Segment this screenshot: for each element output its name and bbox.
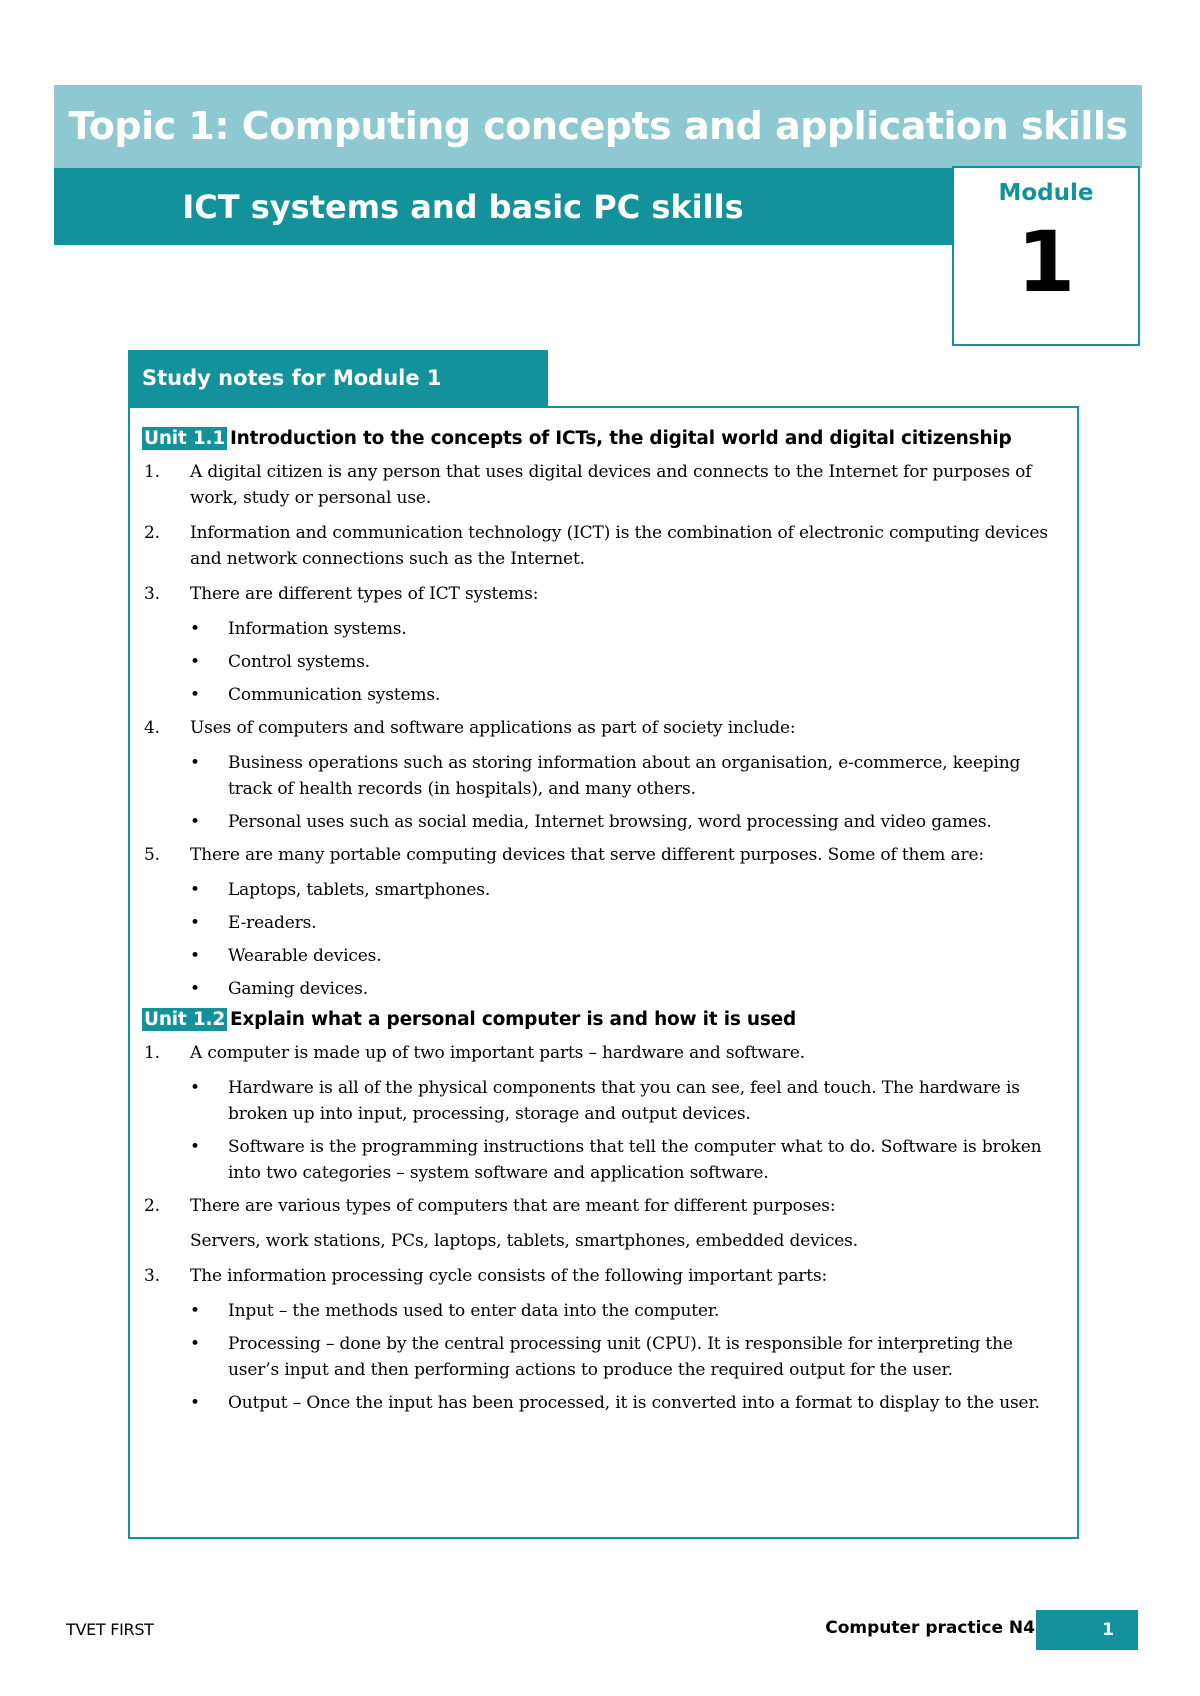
- bullet-text: Processing – done by the central processing unit (CPU). It is responsible for interpreting the user’s input and then performing actions to produce the required output for the user.: [228, 1334, 1013, 1380]
- bullet-icon: •: [190, 652, 200, 672]
- bullet-item: [188, 910, 1065, 936]
- numbered-item: [142, 1263, 1065, 1289]
- bullet-text: Software is the programming instructions that tell the computer what to do. Software is broken into two categories – system software and application software.: [228, 1137, 1042, 1183]
- numbered-item: [142, 842, 1065, 868]
- bullet-item: [188, 877, 1065, 903]
- numbered-item: [142, 1040, 1065, 1066]
- bullet-item: [188, 616, 1065, 642]
- numbered-item: [142, 520, 1065, 572]
- footer-course: Computer practice N4: [825, 1618, 1035, 1638]
- unit-tag: Unit 1.1: [144, 428, 225, 449]
- bullet-icon: •: [190, 685, 200, 705]
- module-label: Module: [998, 180, 1094, 206]
- bullet-icon: •: [190, 812, 200, 832]
- item-text: There are many portable computing devices that serve different purposes. Some of them are:: [190, 845, 984, 865]
- bullet-text: Business operations such as storing information about an organisation, e-commerce, keeping track of health records (in hospitals), and many others.: [228, 753, 1021, 799]
- study-notes-label: Study notes for Module 1: [142, 366, 442, 390]
- item-text: The information processing cycle consists of the following important parts:: [190, 1266, 828, 1286]
- bullet-text: Hardware is all of the physical components that you can see, feel and touch. The hardware is broken up into input, processing, storage and output devices.: [228, 1078, 1020, 1124]
- bullet-item: [188, 1298, 1065, 1324]
- item-number: 3.: [144, 1266, 160, 1286]
- page-number-badge: [1036, 1610, 1138, 1650]
- item-text: There are different types of ICT systems:: [190, 584, 539, 604]
- bullet-text: Wearable devices.: [228, 946, 382, 966]
- item-text: There are various types of computers that are meant for different purposes:: [190, 1196, 836, 1216]
- bullet-item: [188, 809, 1065, 835]
- bullet-text: Gaming devices.: [228, 979, 368, 999]
- item-number: 2.: [144, 523, 160, 543]
- bullet-item: [188, 943, 1065, 969]
- module-title-bar: [54, 168, 952, 245]
- bullet-item: [188, 1134, 1065, 1186]
- unit-heading: [142, 428, 1065, 449]
- topic-title: Topic 1: Computing concepts and application skills: [54, 85, 1142, 168]
- numbered-item: [142, 1193, 1065, 1219]
- numbered-item: [142, 581, 1065, 607]
- bullet-icon: •: [190, 1393, 200, 1413]
- page-number: 1: [1102, 1620, 1114, 1640]
- bullet-text: Control systems.: [228, 652, 371, 672]
- item-number: 1.: [144, 1043, 160, 1063]
- item-text: A computer is made up of two important parts – hardware and software.: [190, 1043, 805, 1063]
- bullet-text: Personal uses such as social media, Internet browsing, word processing and video games.: [228, 812, 992, 832]
- bullet-item: [188, 649, 1065, 675]
- bullet-icon: •: [190, 1301, 200, 1321]
- numbered-item: [142, 459, 1065, 511]
- bullet-icon: •: [190, 1334, 200, 1354]
- module-title: ICT systems and basic PC skills: [182, 187, 744, 226]
- bullet-item: [188, 1390, 1065, 1416]
- item-text: Uses of computers and software applications as part of society include:: [190, 718, 796, 738]
- module-number: 1: [1016, 213, 1076, 311]
- bullet-text: Communication systems.: [228, 685, 441, 705]
- bullet-icon: •: [190, 1078, 200, 1098]
- study-notes-tab: [128, 350, 548, 406]
- bullet-text: Input – the methods used to enter data into the computer.: [228, 1301, 720, 1321]
- item-number: 5.: [144, 845, 160, 865]
- unit-heading: [142, 1009, 1065, 1030]
- numbered-item: [142, 715, 1065, 741]
- bullet-icon: •: [190, 913, 200, 933]
- bullet-text: Output – Once the input has been processed, it is converted into a format to display to the user.: [228, 1393, 1040, 1413]
- footer-publisher: TVET FIRST: [66, 1620, 154, 1639]
- unit-tag: Unit 1.2: [144, 1009, 225, 1030]
- bullet-icon: •: [190, 619, 200, 639]
- bullet-item: [188, 1331, 1065, 1383]
- item-text: Information and communication technology (ICT) is the combination of electronic computing devices and network connections such as the Internet.: [190, 523, 1048, 569]
- bullet-text: Information systems.: [228, 619, 407, 639]
- item-number: 1.: [144, 462, 160, 482]
- unit-title: Introduction to the concepts of ICTs, the digital world and digital citizenship: [230, 428, 1012, 449]
- item-paragraph: Servers, work stations, PCs, laptops, tablets, smartphones, embedded devices.: [190, 1231, 858, 1251]
- module-box: [952, 166, 1140, 346]
- bullet-item: [188, 750, 1065, 802]
- unit-title: Explain what a personal computer is and how it is used: [230, 1009, 797, 1030]
- bullet-icon: •: [190, 753, 200, 773]
- bullet-icon: •: [190, 946, 200, 966]
- study-notes-box: [128, 406, 1079, 1539]
- bullet-icon: •: [190, 880, 200, 900]
- bullet-text: E-readers.: [228, 913, 317, 933]
- bullet-icon: •: [190, 979, 200, 999]
- bullet-icon: •: [190, 1137, 200, 1157]
- bullet-item: [188, 682, 1065, 708]
- bullet-text: Laptops, tablets, smartphones.: [228, 880, 491, 900]
- item-number: 3.: [144, 584, 160, 604]
- item-number: 4.: [144, 718, 160, 738]
- item-number: 2.: [144, 1196, 160, 1216]
- bullet-item: [188, 1075, 1065, 1127]
- bullet-item: [188, 976, 1065, 1002]
- item-text: A digital citizen is any person that uses digital devices and connects to the Internet for purposes of work, study or personal use.: [190, 462, 1032, 508]
